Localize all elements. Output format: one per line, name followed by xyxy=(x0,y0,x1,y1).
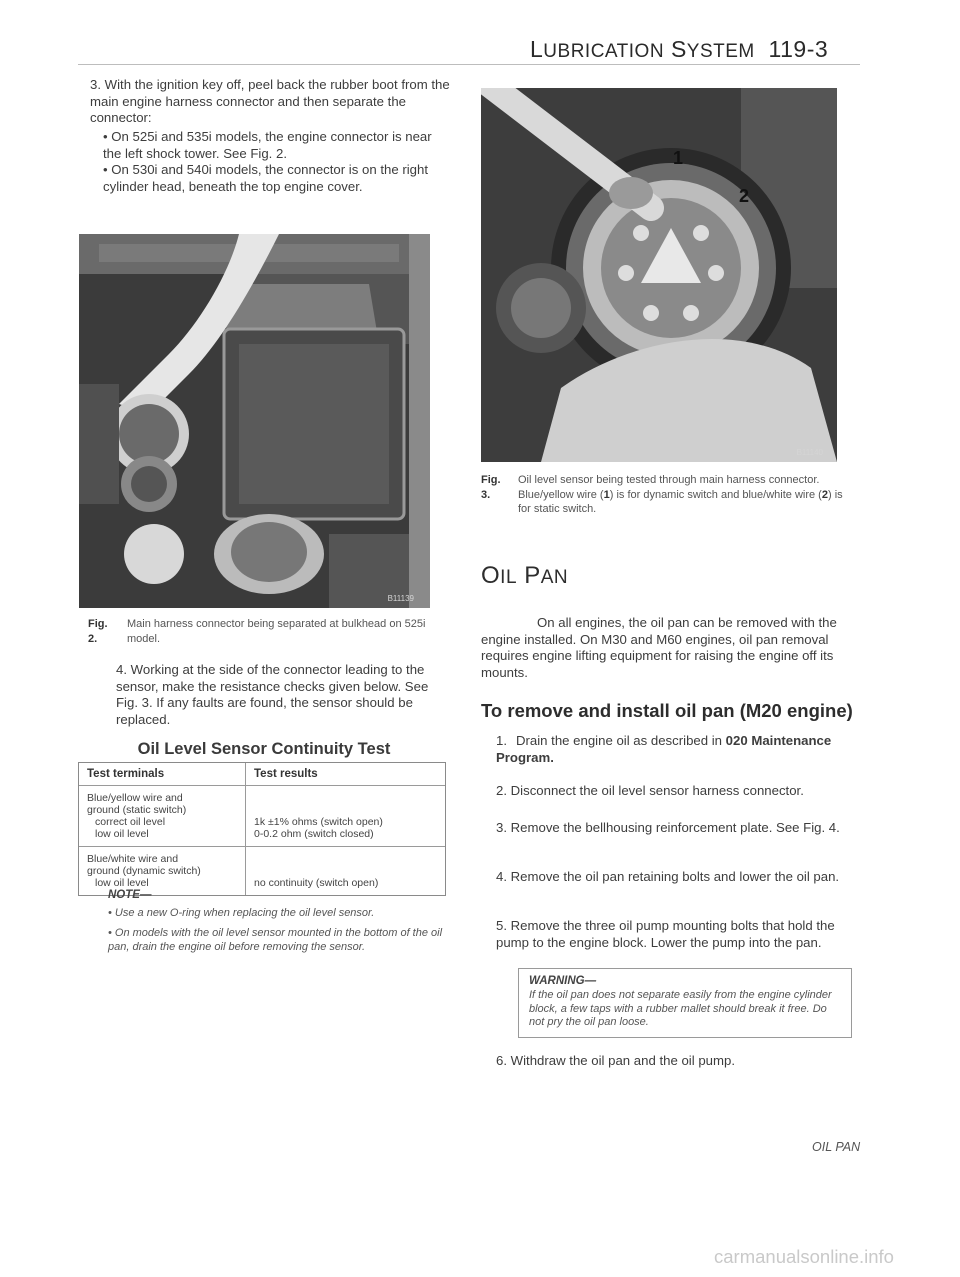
step-r5: 5. Remove the three oil pump mounting bolts that hold the pump to the engine block. Lower the pump into the pan. xyxy=(496,918,835,950)
fig2-caption: Main harness connector being separated at bulkhead on 525i model. xyxy=(127,618,426,645)
running-header: LUBRICATION SYSTEM 119-3 xyxy=(530,36,829,62)
fig3-caption: Oil level sensor being tested through main harness connector. Blue/yellow wire (1) is for dynamic switch and blue/white wire (2) is for static switch. xyxy=(518,474,843,515)
fig2-photo xyxy=(79,234,430,608)
note-2: • On models with the oil level sensor mounted in the bottom of the oil pan, drain the engine oil before removing the sensor. xyxy=(108,927,443,953)
col-header-results: Test results xyxy=(246,763,446,786)
fig3-callout-2: 2 xyxy=(739,186,750,206)
engine-bay-illustration xyxy=(79,234,430,608)
note-1: • Use a new O-ring when replacing the oil level sensor. xyxy=(108,907,375,919)
fig3-image-id: B11140 xyxy=(796,448,823,457)
fig2-image-id: B11139 xyxy=(387,594,414,603)
table-row: Blue/yellow wire and ground (static switch) correct oil level low oil level xyxy=(79,786,246,847)
step-r2: 2. Disconnect the oil level sensor harness connector. xyxy=(496,783,804,798)
subheading: To remove and install oil pan (M20 engine) xyxy=(481,700,853,721)
bullet-1: • On 525i and 535i models, the engine connector is near the left shock tower. See Fig. 2. xyxy=(103,129,432,161)
continuity-table: Test terminals Test results Blue/yellow wire and ground (static switch) correct oil level low oil level 1k ±1% ohms (switch open) 0-0.2 ohm (switch closed) Blue/white wire and ground (dynamic switch) low oil level no continuity (switch open) xyxy=(78,762,446,896)
step-r1: 1. Drain the engine oil as described in 020 Maintenance Program. xyxy=(496,733,832,765)
note-title: NOTE— xyxy=(108,889,152,901)
header-rule xyxy=(78,64,860,65)
step-r4: 4. Remove the oil pan retaining bolts and lower the oil pan. xyxy=(496,869,840,884)
bullet-2: • On 530i and 540i models, the connector is on the right cylinder head, beneath the top engine cover. xyxy=(103,162,428,194)
watermark: carmanualsonline.info xyxy=(714,1246,894,1267)
step-3: 3. With the ignition key off, peel back the rubber boot from the main engine harness connector and then separate the connector: xyxy=(90,77,450,125)
step-r6: 6. Withdraw the oil pan and the oil pump. xyxy=(496,1053,735,1068)
sensor-test-illustration xyxy=(481,88,837,462)
table-title: Oil Level Sensor Continuity Test xyxy=(137,740,391,758)
col-header-terminals: Test terminals xyxy=(79,763,246,786)
step-4: 4. Working at the side of the connector leading to the sensor, make the resistance checks given below. See Fig. 3. If any faults are found, the sensor should be replaced. xyxy=(116,662,429,727)
warning-body: If the oil pan does not separate easily from the engine cylinder block, a few taps with a rubber mallet should break it free. Do not pry the oil pan loose. xyxy=(529,989,832,1028)
warning-title: WARNING— xyxy=(529,975,597,987)
fig3-label: Fig. 3. xyxy=(481,474,501,501)
intro-paragraph: On all engines, the oil pan can be removed with the engine installed. On M30 and M60 engines, oil pan removal requires engine lifting equipment for raising the engine off its mounts. xyxy=(481,615,837,680)
warning-box xyxy=(518,968,852,1038)
section-heading: OIL PAN xyxy=(481,562,569,589)
fig2-label: Fig. 2. xyxy=(88,618,108,645)
step-r3: 3. Remove the bellhousing reinforcement plate. See Fig. 4. xyxy=(496,820,840,835)
page-number: 119-3 xyxy=(768,36,829,62)
fig3-callout-1: 1 xyxy=(673,148,684,168)
table-row: Blue/white wire and ground (dynamic switch) low oil level xyxy=(79,847,246,896)
footer-section: OIL PAN xyxy=(812,1140,861,1154)
fig3-photo xyxy=(481,88,837,462)
